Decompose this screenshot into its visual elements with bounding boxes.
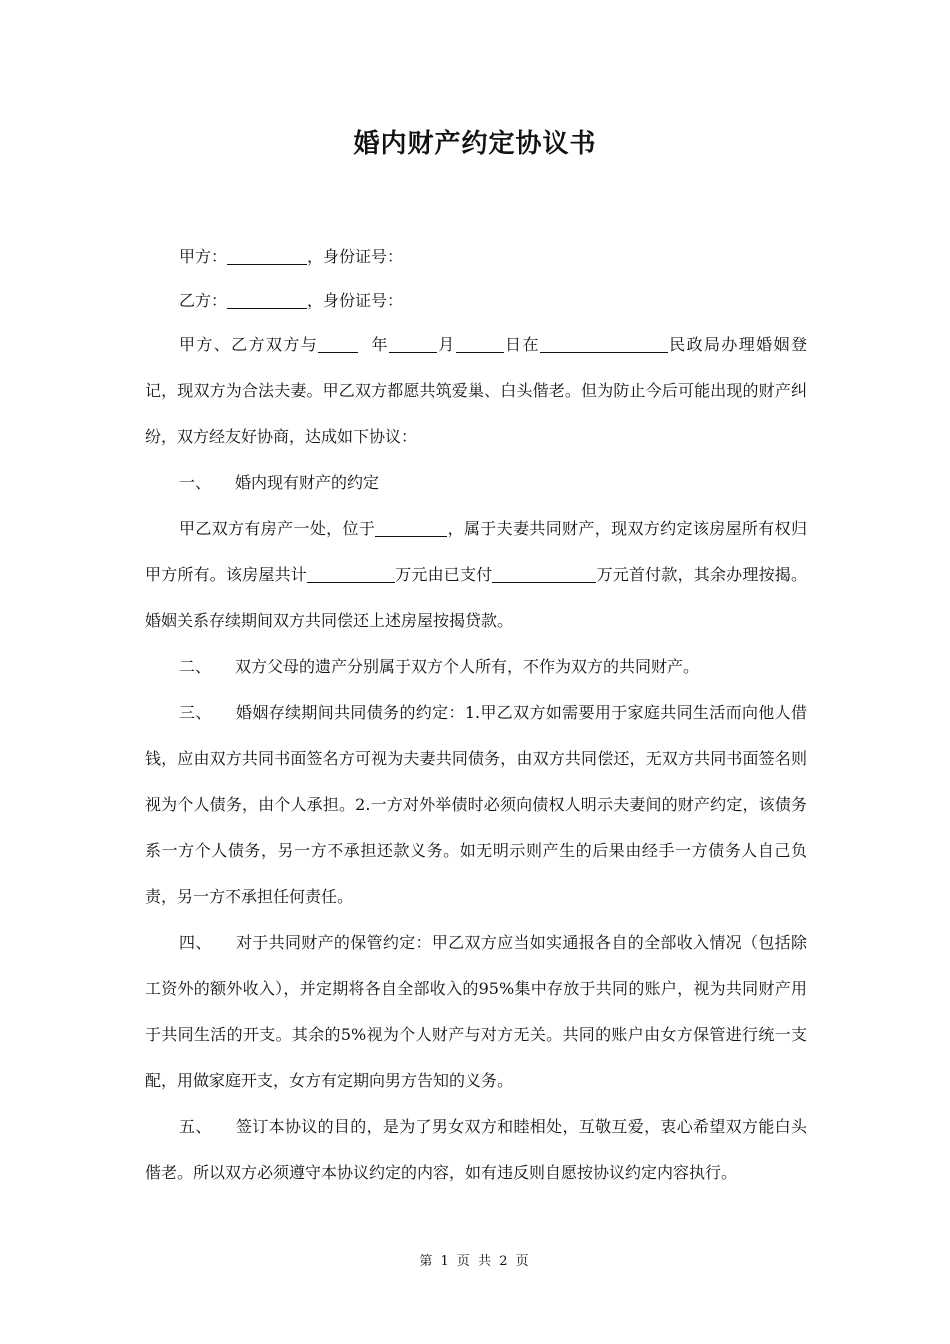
property-total-blank	[307, 564, 395, 583]
document-title: 婚内财产约定协议书	[353, 129, 597, 159]
section-4: 四、 对于共同财产的保管约定：甲乙双方应当如实通报各自的全部收入情况（包括除工资外的额外收入），并定期将各自全部收入的95%集中存放于共同的账户，视为共同财产用于共同生活的开支。其余的5%视为个人财产与对方无关。共同的账户由女方保管进行统一支配，用做家庭开支，女方有定期向男方告知的义务。	[145, 933, 807, 1090]
party-a-label: 甲方：	[179, 247, 228, 266]
document-body	[145, 234, 807, 1196]
section-2: 二、 双方父母的遗产分别属于双方个人所有，不作为双方的共同财产。	[179, 657, 700, 676]
month-blank	[389, 334, 437, 353]
party-a-name-blank	[227, 246, 307, 265]
down-payment-blank	[492, 564, 596, 583]
property-location-blank	[375, 518, 447, 537]
section-5: 五、 签订本协议的目的，是为了男女双方和睦相处，互敬互爱，衷心希望双方能白头偕老。所以双方必须遵守本协议约定的内容，如有违反则自愿按协议约定内容执行。	[145, 1117, 807, 1182]
party-b-id-label: ，身份证号：	[307, 291, 404, 310]
bureau-blank	[540, 334, 668, 353]
party-b-name-blank	[227, 290, 307, 309]
section-1-body: 甲乙双方有房产一处，位于 ，属于夫妻共同财产，现双方约定该房屋所有权归甲方所有。该房屋共计 万元由已支付 万元首付款，其余办理按揭。婚姻关系存续期间双方共同偿还上述房屋按揭贷款。	[145, 519, 807, 630]
party-b-label: 乙方：	[179, 291, 228, 310]
section-3: 三、 婚姻存续期间共同债务的约定：1.甲乙双方如需要用于家庭共同生活而向他人借钱，应由双方共同书面签名方可视为夫妻共同债务，由双方共同偿还，无双方共同书面签名则视为个人债务，由个人承担。2.一方对外举债时必须向债权人明示夫妻间的财产约定，该债务系一方个人债务，另一方不承担还款义务。如无明示则产生的后果由经手一方债务人自己负责，另一方不承担任何责任。	[145, 703, 807, 906]
party-a-line	[145, 234, 807, 280]
intro-paragraph: 甲方、乙方双方与 年 月 日在 民政局办理婚姻登记，现双方为合法夫妻。甲乙双方都愿共筑爱巢、白头偕老。但为防止今后可能出现的财产纠纷，双方经友好协商，达成如下协议：	[145, 335, 807, 446]
year-blank	[318, 334, 358, 353]
day-blank	[456, 334, 504, 353]
party-b-line	[145, 278, 807, 324]
party-a-id-label: ，身份证号：	[307, 247, 404, 266]
page-footer: 第 1 页 共 2 页	[419, 1254, 531, 1269]
section-1-heading: 一、 婚内现有财产的约定	[179, 473, 380, 492]
